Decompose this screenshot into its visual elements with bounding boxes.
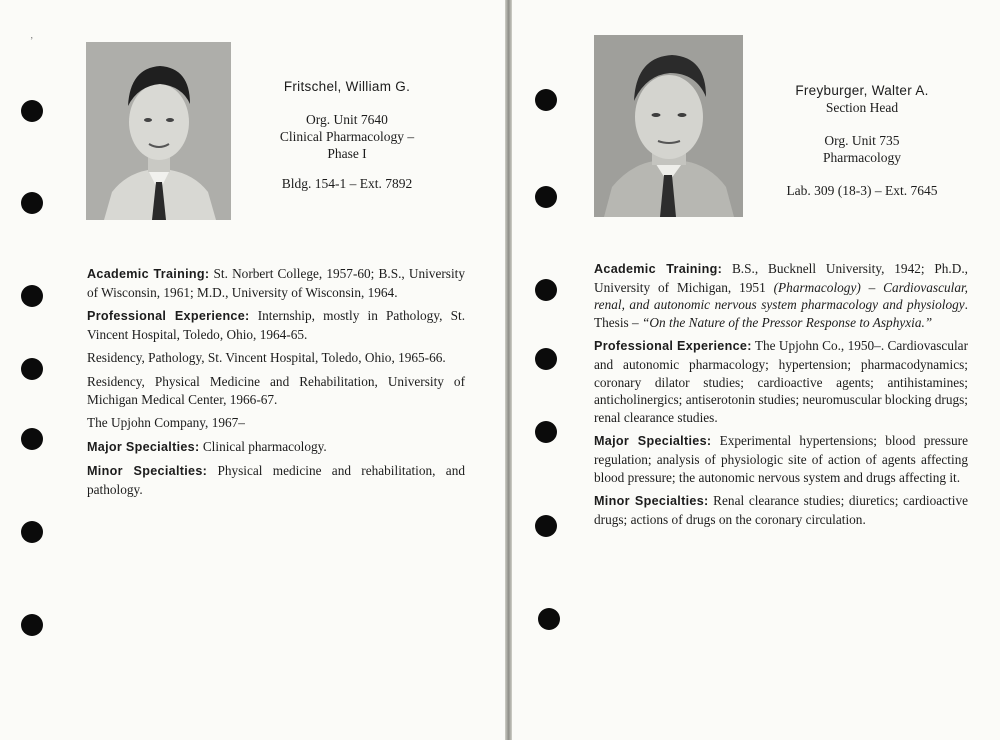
portrait-photo [594, 35, 743, 217]
department: Phase I [327, 146, 367, 161]
academic-training [594, 260, 968, 331]
professional-experience [87, 307, 465, 343]
binder-hole [21, 358, 43, 380]
employment-entry: The Upjohn Company, 1967– [87, 415, 245, 431]
major-specialties-label: Major Specialties: [594, 434, 712, 449]
right-page [512, 0, 1000, 740]
minor-specialties [87, 462, 465, 498]
location-extension: Bldg. 154-1 – Ext. 7892 [281, 176, 413, 191]
minor-specialties-text: Renal clearance studies; diuretics; cardioactive drugs; actions of drugs on the coronary circulation. [594, 493, 968, 527]
person-title: Section Head [825, 100, 899, 115]
academic-training-label: Academic Training: [87, 267, 210, 281]
person-header [760, 82, 964, 199]
minor-specialties [594, 492, 968, 528]
residency-entry: Residency, Pathology, St. Vincent Hospital, Toledo, Ohio, 1965-66. [87, 350, 446, 366]
academic-training-text: B.S., Bucknell University, 1942; Ph.D., University of Michigan, 1951 [594, 261, 969, 295]
thesis-title: “On the Nature of the Pressor Response to Asphyxia.” [642, 314, 933, 330]
portrait-photo [86, 42, 231, 220]
major-specialties-label: Major Specialties: [87, 439, 200, 454]
binder-hole [21, 285, 43, 307]
binder-hole [21, 192, 43, 214]
minor-specialties-text: Physical medicine and rehabilitation, and pathology. [87, 463, 465, 497]
binder-hole [538, 608, 560, 630]
binder-hole [21, 521, 43, 543]
binder-hole [535, 89, 557, 111]
binder-hole [535, 421, 557, 443]
binder-hole [21, 100, 43, 122]
org-unit: Org. Unit 735 [824, 133, 900, 148]
department: Clinical Pharmacology – [279, 129, 415, 144]
academic-training-text: St. Norbert College, 1957-60; B.S., University of Wisconsin, 1961; M.D., University of Wisconsin, 1964. [87, 266, 466, 300]
binder-hole [21, 614, 43, 636]
book-gutter [505, 0, 512, 740]
professional-experience-label: Professional Experience: [87, 309, 250, 324]
binder-hole [535, 186, 557, 208]
binder-hole [535, 348, 557, 370]
left-page: ’ Fritschel, William G. Org. Unit 7640 Clinical Pharmacology – Phase I Bldg. 154-1 – Ext. 7892 Academic Training: St. Norbert College, 1957-60; B.S., University of Wisconsin, 1961; M.D., University of Wisconsin, 1964. Professional Experience: Internship, mostly in Pathology, St. Vincent Hospital, Toledo, Ohio, 1964-65. Residency, Pathology, St. Vincent Hospital, Toledo, Ohio, 1965-66. Residency, Physical Medicine and Rehabilitation, University of Michigan Medical Center, 1966-67. The Upjohn Company, 1967– Major Specialties: Clinical pharmacology. Minor Specialties: Physical medicine and rehabilitation, and pathology. [0, 0, 505, 740]
department: Pharmacology [823, 150, 901, 165]
person-name: Fritschel, William G. [283, 79, 411, 94]
binder-hole [21, 428, 43, 450]
major-specialties-text: Experimental hypertensions; blood pressure regulation; analysis of physiologic site of action of agents affecting blood pressure; the autonomic nervous system and drugs affecting it. [594, 433, 969, 485]
person-name: Freyburger, Walter A. [795, 83, 929, 98]
professional-experience-text: Internship, mostly in Pathology, St. Vincent Hospital, Toledo, Ohio, 1964-65. [87, 308, 466, 342]
biography [594, 260, 968, 534]
biography [87, 265, 465, 505]
org-unit: Org. Unit 7640 [306, 112, 388, 127]
major-specialties [87, 438, 465, 457]
binder-hole [535, 279, 557, 301]
person-header [238, 78, 456, 192]
major-specialties-text: Clinical pharmacology. [202, 438, 327, 454]
professional-experience [594, 337, 968, 426]
professional-experience-label: Professional Experience: [594, 339, 752, 354]
academic-training [87, 265, 465, 301]
academic-training-text: . Thesis – [594, 297, 968, 330]
binder-hole [535, 515, 557, 537]
academic-training-label: Academic Training: [594, 262, 723, 276]
minor-specialties-label: Minor Specialties: [87, 464, 208, 479]
minor-specialties-label: Minor Specialties: [594, 494, 709, 509]
academic-training-field: (Pharmacology) – Cardiovascular, renal, and autonomic nervous system pharmacology and physiology [594, 279, 969, 313]
professional-experience-text: The Upjohn Co., 1950–. Cardiovascular and autonomic pharmacology; hypertension; pharmacodynamics; coronary dilator studies; cardioactive agents; antihistamines; anticholinergics; antiserotonin studies; neuromuscular blocking drugs; renal clearance studies. [594, 338, 968, 425]
location-extension: Lab. 309 (18-3) – Ext. 7645 [786, 183, 938, 198]
major-specialties [594, 432, 968, 486]
residency-entry: Residency, Physical Medicine and Rehabilitation, University of Michigan Medical Center, 1966-67. [87, 373, 465, 407]
